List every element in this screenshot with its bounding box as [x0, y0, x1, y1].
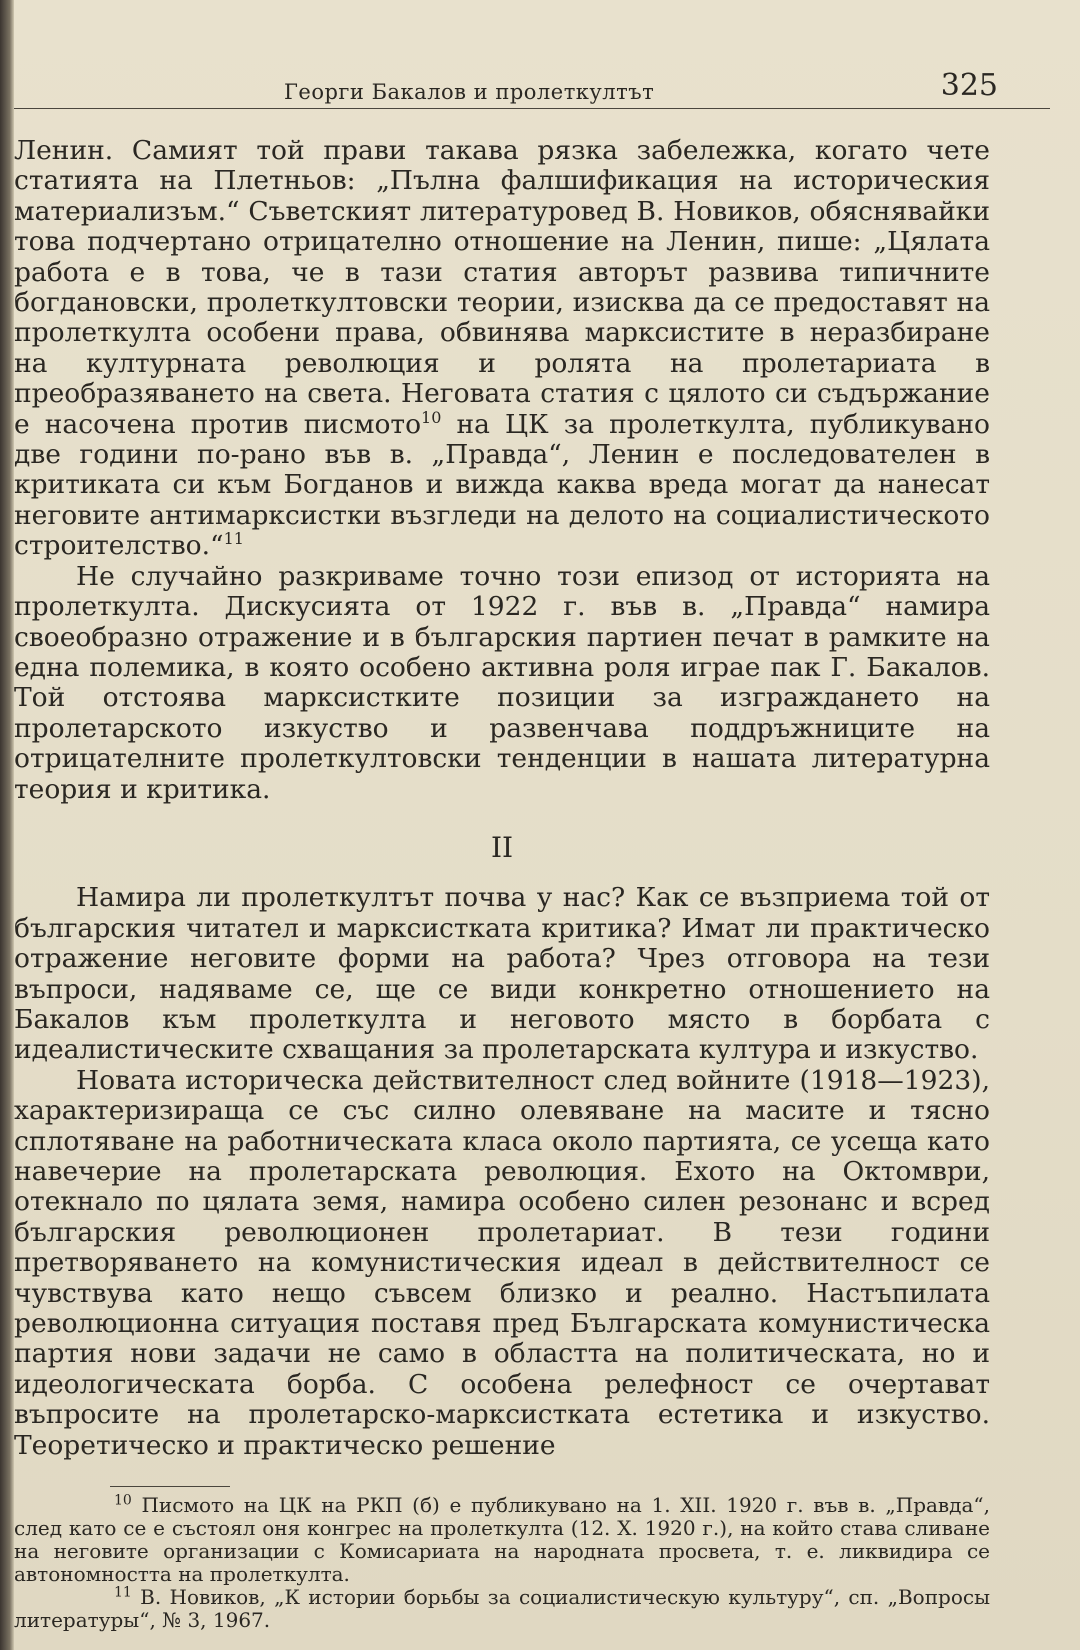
- section-heading: II: [490, 830, 514, 864]
- header-rule: [14, 108, 1050, 109]
- footnote-rule: [110, 1486, 230, 1487]
- footnote-11-text: В. Новиков, „К истории борьбы за социалистическую культуру“, сп. „Вопросы литературы“, № 3, 1967.: [14, 1585, 991, 1632]
- footnote-10-number: 10: [114, 1492, 132, 1509]
- footnote-ref-11: 11: [223, 529, 244, 549]
- book-page: [14, 0, 1080, 1650]
- main-text: [14, 136, 990, 1461]
- running-title: Георги Бакалов и пролеткултът: [284, 80, 655, 104]
- footnote-10-text: Писмото на ЦК на РКП (б) е публикувано на 1. XII. 1920 г. във в. „Правда“, след като се е състоял оня конгрес на пролеткулта (12. X. 1920 г.), на който става сливане на неговите организации с Комисариата на народната просвета, т. е. ликвидира се автономността на пролеткулта.: [14, 1493, 991, 1586]
- footnote-10: [14, 1494, 990, 1586]
- paragraph-3: Намира ли пролеткултът почва у нас? Как се възприема той от българския читател и марксистката критика? Имат ли практическо отражение неговите форми на работа? Чрез отговора на тези въпроси, надяваме се, ще се види конкретно отношението на Бакалов към пролеткулта и неговото място в борбата с идеалистическите схващания за пролетарската култура и изкуство.: [14, 882, 990, 1066]
- footnotes: [14, 1494, 990, 1632]
- page-number: 325: [940, 68, 998, 103]
- paragraph-4: Новата историческа действителност след войните (1918—1923), характеризираща се със силно олевяване на масите и тясно сплотяване на работническата класа около партията, се усеща като навечерие на пролетарската революция. Ехото на Октомври, отекнало по цялата земя, намира особено силен резонанс и всред българския революционен пролетариат. В тези години претворяването на комунистическия идеал в действителност се чувствува като нещо съвсем близко и реално. Настъпилата революционна ситуация поставя пред Българската комунистическа партия нови задачи не само в областта на политическата, но и идеологическата борба. С особена релефност се очертават въпросите на пролетарско-марксистката естетика и изкуство. Теоретическо и практическо решение: [14, 1064, 990, 1461]
- footnote-11: [14, 1586, 990, 1632]
- book-spine-shadow: [0, 0, 14, 1650]
- paragraph-1: [14, 136, 990, 562]
- paragraph-1-part-a: Ленин. Самият той прави такава рязка забележка, когато чете статията на Плетньов: „Пълна фалшификация на историческия материализъм.“ Съветският литературовед В. Новиков, обяснявайки това подчертано отрицателно отношение на Ленин, пише: „Цялата работа е в това, че в тази статия авторът развива типичните богдановски, пролеткултовски теории, изисква да се предоставят на пролеткулта особени права, обвинява марксистите в неразбиране на културната революция и ролята на пролетариата в преобразяването на света. Неговата статия с цялото си съдържание е насочена против писмото: [14, 135, 990, 440]
- footnote-11-number: 11: [114, 1584, 132, 1601]
- paragraph-1-part-b: на ЦК за пролеткулта, публикувано две години по-рано във в. „Правда“, Ленин е последователен в критиката си към Богданов и вижда каква вреда могат да нанесат неговите антимарксистки възгледи на делото на социалистическото строителство.“: [14, 408, 991, 562]
- paragraph-2: Не случайно разкриваме точно този епизод от историята на пролеткулта. Дискусията от 1922 г. във в. „Правда“ намира своеобразно отражение и в българския партиен печат в рамките на една полемика, в която особено активна роля играе пак Г. Бакалов. Той отстоява марксистките позиции за изграждането на пролетарското изкуство и развенчава поддръжниците на отрицателните пролеткултовски тенденции в нашата литературна теория и критика.: [14, 560, 990, 805]
- page-header: [14, 62, 1030, 110]
- footnote-ref-10: 10: [421, 407, 442, 427]
